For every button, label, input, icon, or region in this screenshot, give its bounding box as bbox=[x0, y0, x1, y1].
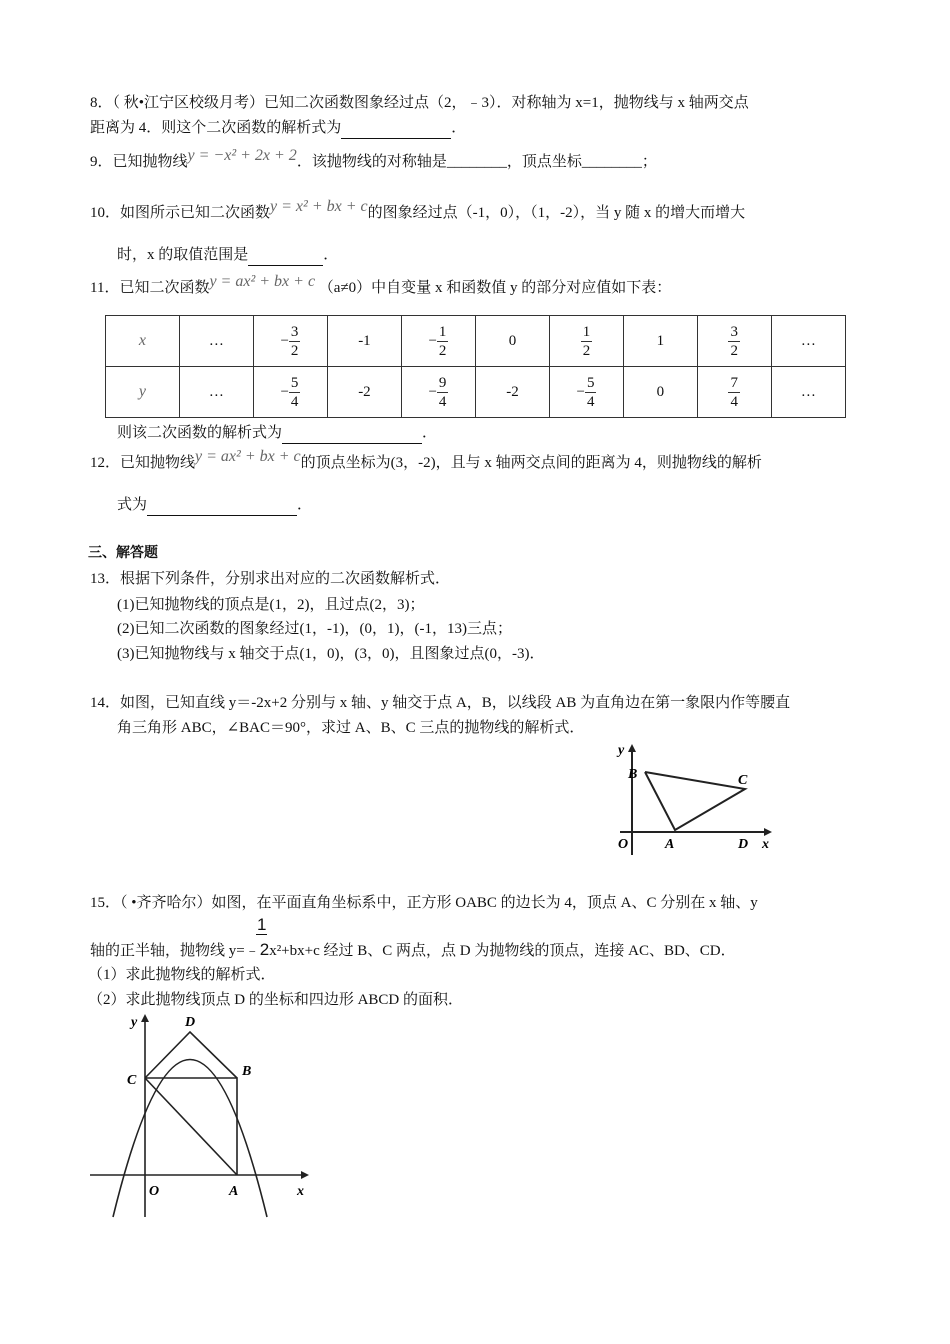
label-y: y bbox=[131, 1015, 138, 1030]
q11-pre: 11．已知二次函数 bbox=[90, 280, 210, 296]
q11 bbox=[90, 273, 672, 298]
label-x: x bbox=[297, 1184, 304, 1199]
fraction bbox=[437, 374, 449, 411]
minus-sign: − bbox=[428, 383, 437, 400]
table-cell bbox=[549, 367, 623, 418]
q15-pre: 轴的正半轴，抛物线 y=﹣ bbox=[90, 943, 260, 959]
q13-stem: 13．根据下列条件，分别求出对应的二次函数解析式． bbox=[90, 571, 451, 587]
label-x: x bbox=[762, 837, 769, 852]
table-row-x bbox=[106, 316, 846, 367]
q11-post: （a≠0）中自变量 x 和函数值 y 的部分对应值如下表： bbox=[318, 280, 672, 296]
denominator: 2 bbox=[730, 342, 738, 359]
table-cell: -1 bbox=[327, 316, 401, 367]
q8-text: 距离为 4．则这个二次函数的解析式为 bbox=[90, 120, 342, 136]
label-b: B bbox=[242, 1064, 252, 1079]
triangle-abc bbox=[645, 772, 745, 830]
label-b: B bbox=[628, 767, 638, 782]
label-c: C bbox=[127, 1073, 137, 1088]
table-cell: -2 bbox=[475, 367, 549, 418]
numerator: 1 bbox=[438, 323, 447, 340]
numerator: 7 bbox=[730, 374, 738, 391]
q11-after bbox=[117, 423, 437, 444]
x-label: x bbox=[106, 316, 180, 367]
table-cell bbox=[253, 367, 327, 418]
q15-figure bbox=[85, 1012, 320, 1222]
answer-blank bbox=[282, 423, 422, 444]
q11-formula: y = ax² + bx + c bbox=[209, 273, 316, 290]
segments-cd-bd bbox=[145, 1032, 237, 1078]
table-row-y bbox=[106, 367, 846, 418]
period: ． bbox=[323, 247, 339, 263]
q15-line1: 15．（ •齐齐哈尔）如图，在平面直角坐标系中，正方形 OABC 的边长为 4，顶点 A、C 分别在 x 轴、y bbox=[90, 895, 758, 911]
answer-blank bbox=[147, 495, 297, 516]
table-cell bbox=[697, 367, 771, 418]
q12-pre: 12．已知抛物线 bbox=[90, 455, 196, 471]
q14-line2: 角三角形 ABC，∠BAC＝90°，求过 A、B、C 三点的抛物线的解析式． bbox=[117, 720, 585, 736]
table-cell: … bbox=[179, 316, 253, 367]
period: ． bbox=[297, 497, 313, 513]
label-o: O bbox=[618, 837, 629, 852]
numerator: 3 bbox=[290, 323, 299, 340]
table-cell: … bbox=[771, 367, 845, 418]
denominator: 4 bbox=[290, 393, 299, 410]
segment-ac bbox=[145, 1078, 237, 1175]
denominator: 4 bbox=[438, 393, 447, 410]
q13-part1: (1)已知抛物线的顶点是(1，2)，且过点(2，3)； bbox=[117, 597, 425, 613]
minus-sign: − bbox=[280, 332, 289, 349]
q13-part2: (2)已知二次函数的图象经过(1，-1)，(0，1)，(-1，13)三点； bbox=[117, 621, 512, 637]
label-a: A bbox=[665, 837, 675, 852]
q12-formula: y = ax² + bx + c bbox=[195, 448, 301, 465]
q12-line2 bbox=[117, 495, 312, 516]
table-cell bbox=[697, 316, 771, 367]
q10-formula: y = x² + bx + c bbox=[270, 198, 368, 215]
denominator: 2 bbox=[290, 342, 299, 359]
label-o: O bbox=[149, 1184, 160, 1199]
axis-arrows-icon bbox=[628, 744, 772, 836]
minus-sign: − bbox=[280, 383, 289, 400]
q10-pre: 10．如图所示已知二次函数 bbox=[90, 205, 271, 221]
q15-line2 bbox=[90, 940, 736, 961]
label-d: D bbox=[185, 1015, 196, 1030]
y-label: y bbox=[106, 367, 180, 418]
q10-post: 的图象经过点（-1，0），（1，-2），当 y 随 x 的增大而增大 bbox=[367, 205, 746, 221]
numerator: 5 bbox=[290, 374, 299, 391]
table-cell: 0 bbox=[475, 316, 549, 367]
q15-part2: （2）求此抛物线顶点 D 的坐标和四边形 ABCD 的面积． bbox=[88, 992, 464, 1008]
fraction bbox=[289, 374, 301, 411]
q12-line1 bbox=[90, 448, 762, 473]
q14-line1: 14．如图，已知直线 y＝-2x+2 分别与 x 轴、y 轴交于点 A，B，以线段 AB 为直角边在第一象限内作等腰直 bbox=[90, 695, 791, 711]
numerator: 1 bbox=[582, 323, 591, 340]
q15-part1: （1）求此抛物线的解析式． bbox=[88, 967, 276, 983]
q15-post: x²+bx+c 经过 B、C 两点，点 D 为抛物线的顶点，连接 AC、BD、CD． bbox=[269, 943, 736, 959]
fraction bbox=[437, 323, 449, 360]
period: ． bbox=[422, 425, 438, 441]
period: ． bbox=[451, 120, 467, 136]
q12-post: 的顶点坐标为(3，-2)，且与 x 轴两交点间的距离为 4，则抛物线的解析 bbox=[300, 455, 762, 471]
q10-line2 bbox=[117, 245, 338, 266]
label-d: D bbox=[738, 837, 749, 852]
answer-blank bbox=[341, 118, 451, 139]
fraction-denominator: 2 bbox=[259, 940, 270, 959]
table-cell: … bbox=[179, 367, 253, 418]
table-cell bbox=[253, 316, 327, 367]
answer-blank bbox=[248, 245, 323, 266]
table-cell bbox=[401, 316, 475, 367]
fraction-numerator: 1 bbox=[257, 915, 267, 934]
table-cell: -2 bbox=[327, 367, 401, 418]
q10-line1 bbox=[90, 198, 746, 223]
q9-pre: 9．已知抛物线 bbox=[90, 154, 188, 170]
minus-sign: − bbox=[576, 383, 585, 400]
table-cell: 1 bbox=[623, 316, 697, 367]
axis-arrows-icon bbox=[141, 1014, 309, 1179]
q12-text: 式为 bbox=[117, 497, 148, 513]
value-table bbox=[105, 315, 846, 418]
table-cell bbox=[401, 367, 475, 418]
numerator: 3 bbox=[730, 323, 738, 340]
q9-formula: y = −x² + 2x + 2 bbox=[187, 147, 297, 164]
section-heading: 三、解答题 bbox=[88, 545, 158, 561]
minus-sign: − bbox=[428, 332, 437, 349]
table-cell bbox=[549, 316, 623, 367]
denominator: 2 bbox=[438, 342, 447, 359]
fraction bbox=[581, 323, 593, 360]
fraction bbox=[728, 323, 740, 360]
fraction bbox=[728, 374, 740, 411]
table-cell: 0 bbox=[623, 367, 697, 418]
q9 bbox=[90, 147, 657, 172]
numerator: 5 bbox=[586, 374, 595, 391]
denominator: 4 bbox=[730, 393, 738, 410]
q8-line1: 8．（ 秋•江宁区校级月考）已知二次函数图象经过点（2，﹣3）．对称轴为 x=1，抛物线与 x 轴两交点 bbox=[90, 95, 749, 111]
table-cell: … bbox=[771, 316, 845, 367]
label-y: y bbox=[618, 743, 625, 758]
q10-text: 时，x 的取值范围是 bbox=[117, 247, 249, 263]
denominator: 4 bbox=[586, 393, 595, 410]
label-c: C bbox=[738, 773, 748, 788]
q8-line2 bbox=[90, 118, 466, 139]
q9-post: ．该抛物线的对称轴是________，顶点坐标________； bbox=[296, 154, 657, 170]
q13-part3: (3)已知抛物线与 x 轴交于点(1，0)，(3，0)，且图象过点(0，-3)． bbox=[117, 646, 545, 662]
numerator: 9 bbox=[438, 374, 447, 391]
label-a: A bbox=[229, 1184, 239, 1199]
q14-figure bbox=[610, 740, 785, 860]
q11-after-text: 则该二次函数的解析式为 bbox=[117, 425, 283, 441]
fraction bbox=[289, 323, 301, 360]
denominator: 2 bbox=[582, 342, 591, 359]
fraction bbox=[585, 374, 597, 411]
